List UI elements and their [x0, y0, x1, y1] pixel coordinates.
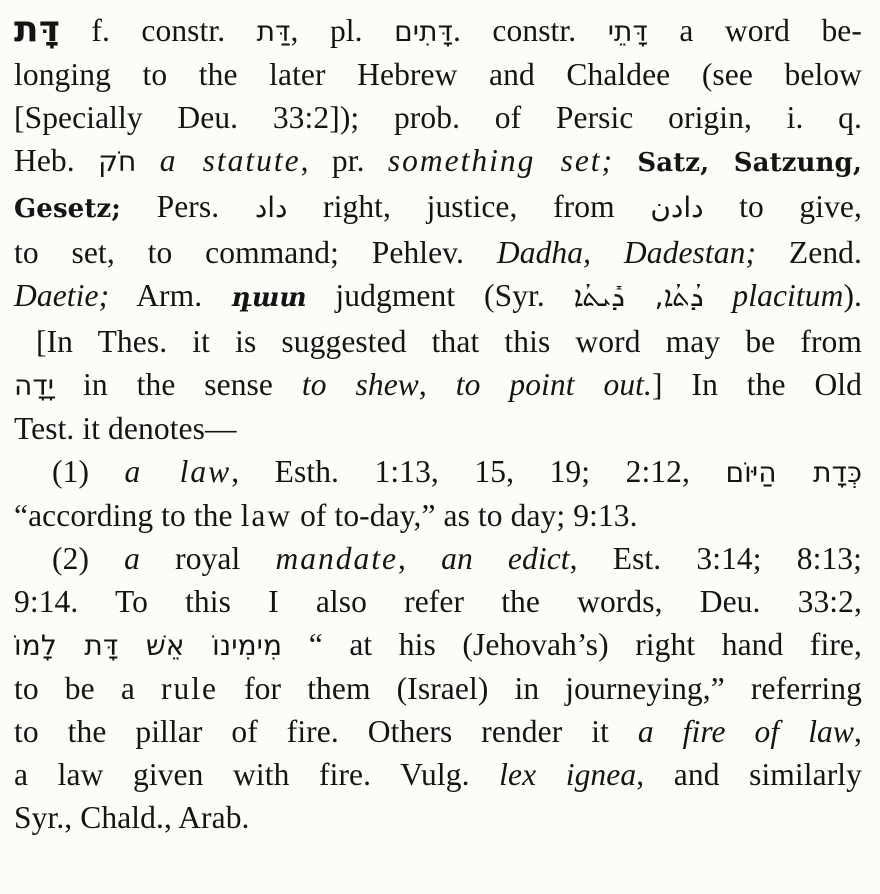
hebrew-yadah: יָדָה	[14, 369, 55, 402]
entry-line-3: [Specially Deu. 33:2]); prob. of Persic origin, i. q.	[14, 100, 862, 135]
syriac-words: ܕܳܬܳܐ, ܕܺܝܬܳܐ	[573, 280, 704, 313]
entry-line-9: יָדָה in the sense to shew, to point out.] In the Old	[14, 367, 863, 402]
entry-line-8: [In Thes. it is suggested that this word may be from	[36, 324, 862, 359]
entry-line-16: to be a rule for them (Israel) in journeying,” referring	[14, 671, 862, 706]
hebrew-constr: דַּת	[256, 15, 291, 48]
hebrew-quote: מִימִינוֹ אֵשׁ דָּת לָמוֹ	[14, 629, 283, 662]
entry-line-7: Daetie; Arm. դատ judgment (Syr. ܕܳܬܳܐ, ܕܺܝܬܳܐ placitum).	[14, 278, 863, 313]
entry-line-2: longing to the later Hebrew and Chaldee (see below	[14, 57, 862, 92]
entry-line-15: מִימִינוֹ אֵשׁ דָּת לָמוֹ “ at his (Jehovah’s) right hand fire,	[14, 627, 862, 662]
sense-2: (2) a royal mandate, an edict, Est. 3:14; 8:13;	[52, 541, 862, 576]
hebrew-chok: חֹק	[98, 145, 137, 178]
entry-line-6: to set, to command; Pehlev. Dadha, Dadestan; Zend.	[14, 235, 863, 270]
sense-1: (1) a law, Esth. 1:13, 15, 19; 2:12, כְּדָת הַיּוֹם	[52, 454, 862, 489]
german-gesetz: Gesetz;	[14, 194, 121, 224]
lexicon-entry	[14, 8, 862, 839]
entry-line-5: Gesetz; Pers. داد right, justice, from دادن to give,	[14, 189, 862, 224]
hebrew-plural-constr: דָּתֵי	[607, 15, 648, 48]
persian-dad: داد	[254, 191, 288, 224]
headword: דָּת	[14, 9, 60, 50]
entry-line-14: 9:14. To this I also refer the words, Deu. 33:2,	[14, 584, 862, 619]
entry-line-10: Test. it denotes—	[14, 411, 237, 446]
hebrew-plural: דָּתִים	[394, 15, 454, 48]
entry-line-1: דָּת f. constr. דַּת, pl. דָּתִים. constr. דָּתֵי a word be-	[14, 9, 862, 50]
persian-dadan: دادن	[650, 191, 704, 224]
entry-line-4: Heb. חֹק a statute, pr. something set; Satz, Satzung,	[14, 143, 862, 178]
armenian-word: դատ	[231, 283, 307, 313]
entry-line-12: “according to the law of to-day,” as to day; 9:13.	[14, 498, 638, 533]
entry-line-19: Syr., Chald., Arab.	[14, 800, 250, 835]
hebrew-kedat-hayom: כְּדָת הַיּוֹם	[725, 456, 862, 489]
entry-line-18: a law given with fire. Vulg. lex ignea, and similarly	[14, 757, 862, 792]
entry-line-17: to the pillar of fire. Others render it a fire of law,	[14, 714, 862, 749]
german-gloss: Satz, Satzung,	[637, 148, 862, 178]
